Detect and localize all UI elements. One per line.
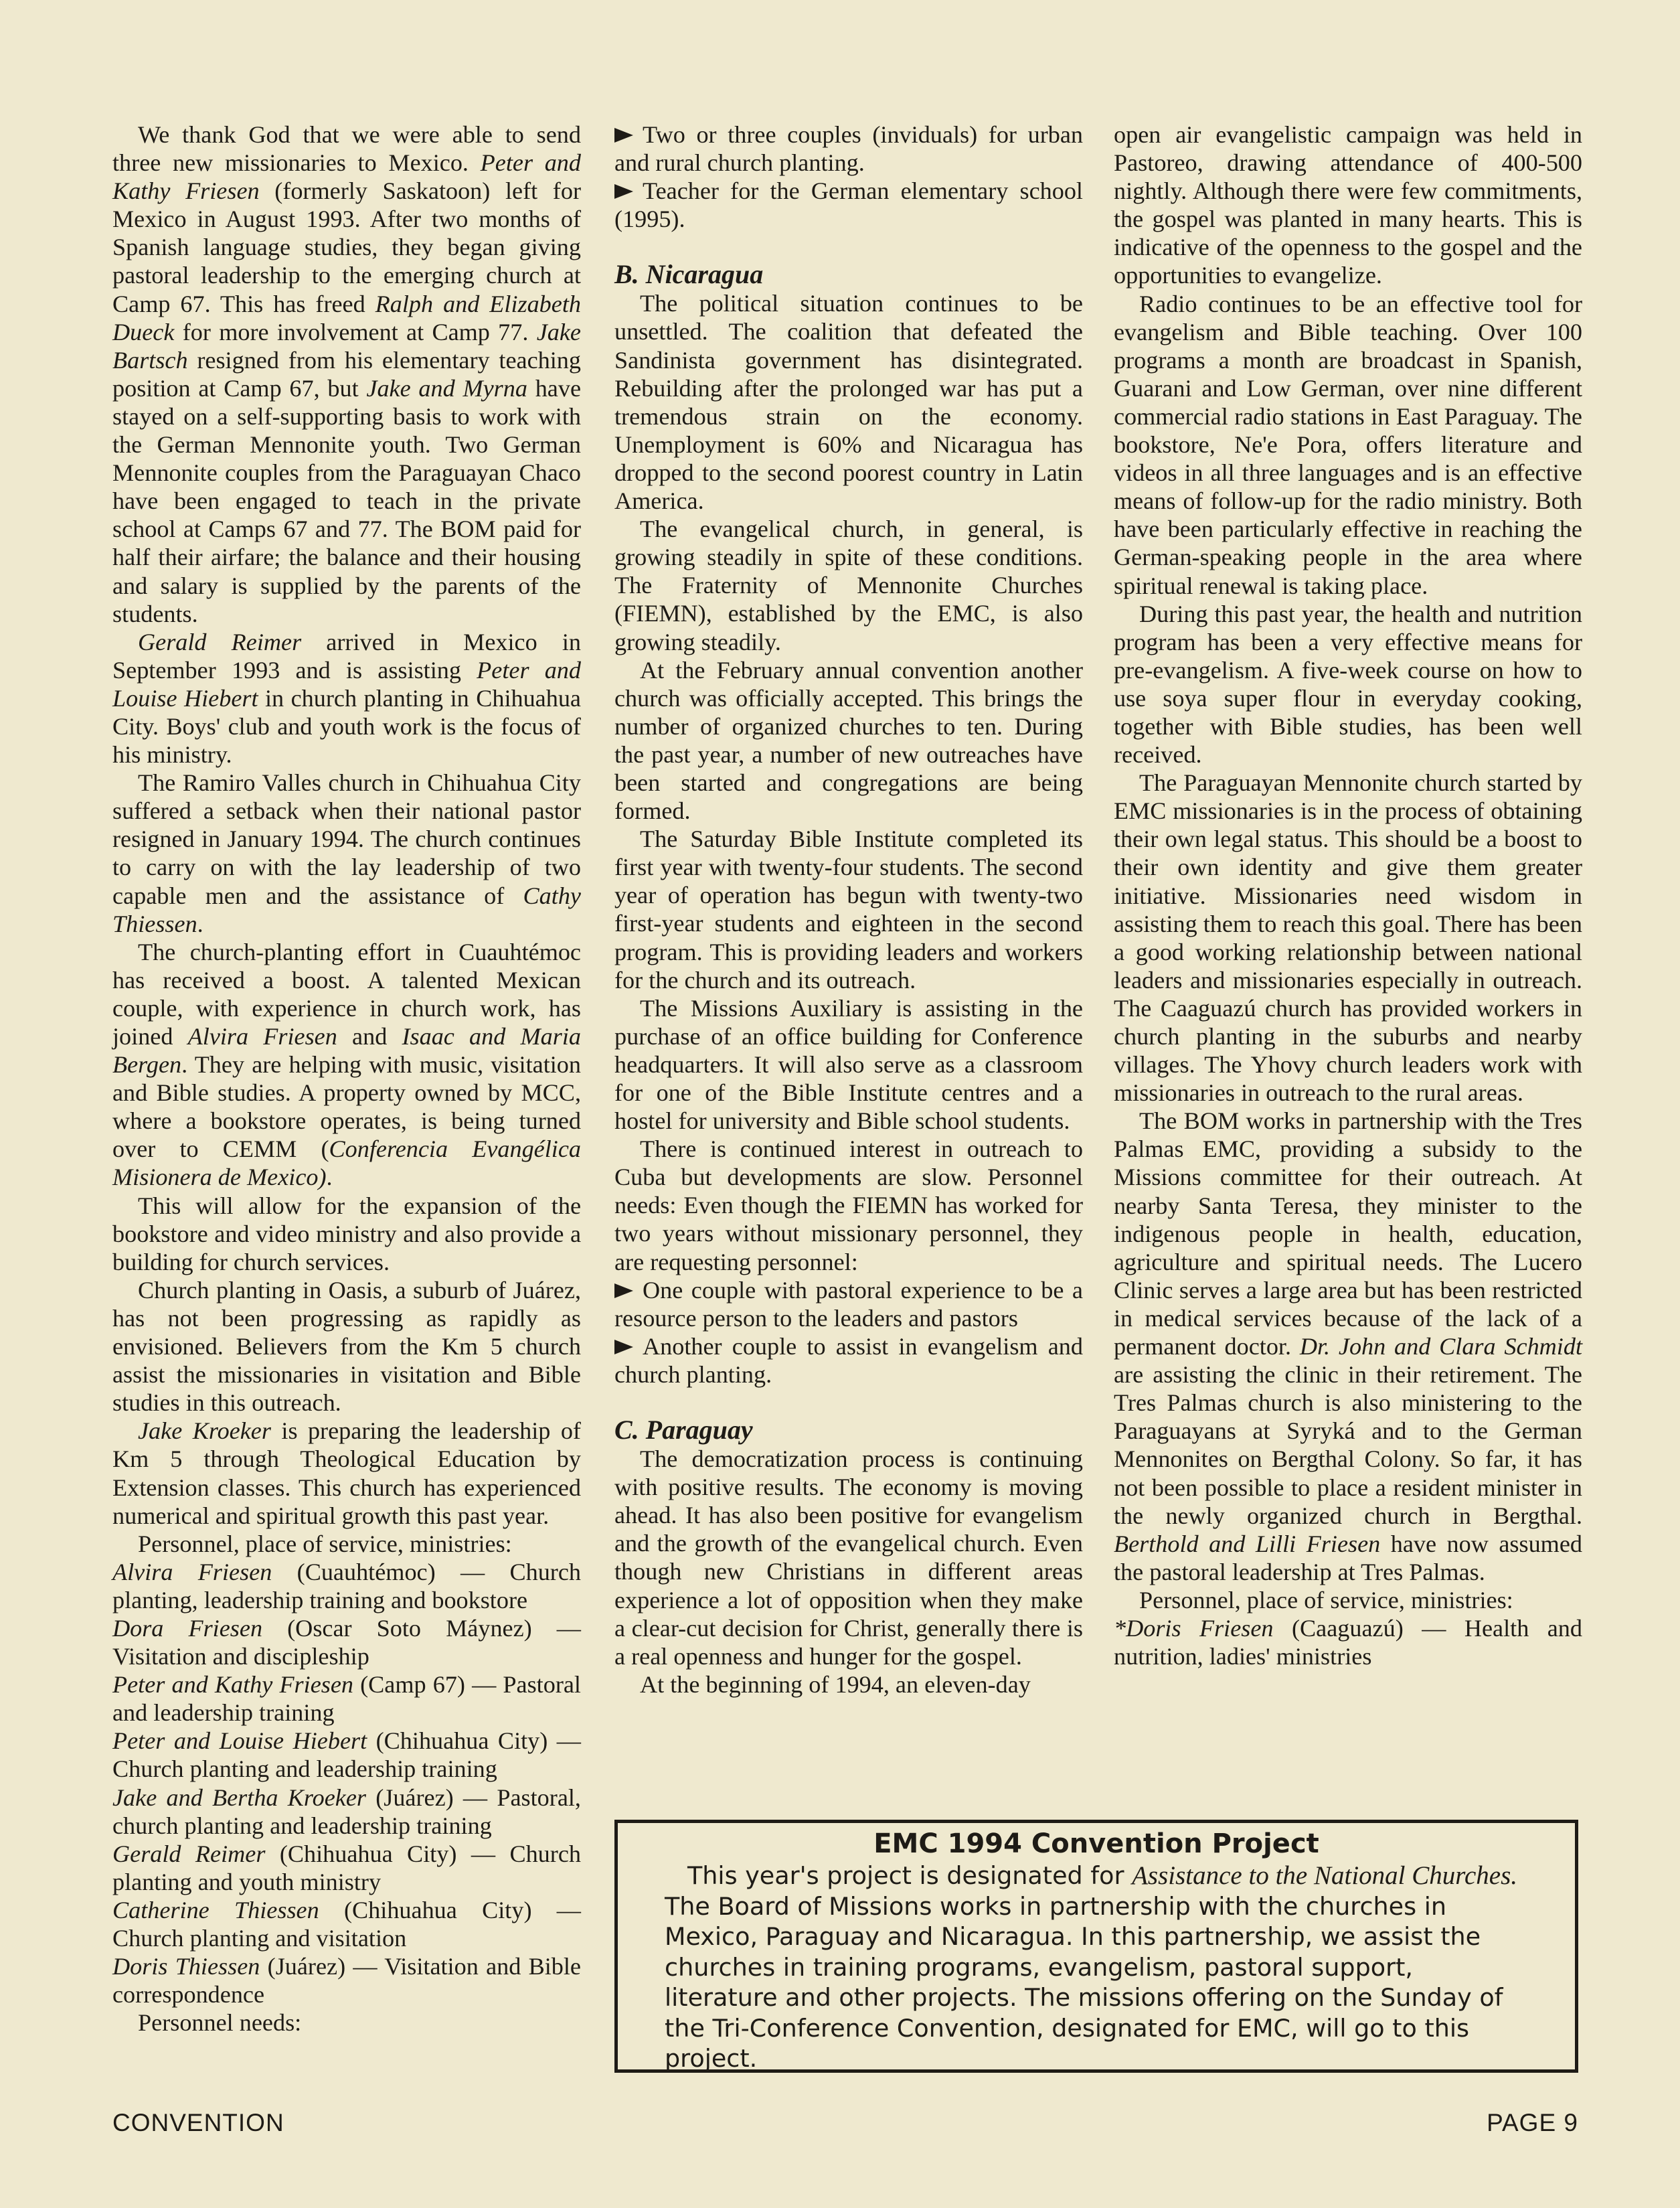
paragraph: The Paraguayan Mennonite church started by EMC missionaries is in the process of obtaining their own legal status. This should be a boost to their own identity and give them greater initiative. Missionaries need wisdom in assisting them to reach this goal. There has been a good working relationship between national leaders and missionaries especially in outreach. The Caaguazú church has provided workers in church planting in the suburbs and nearby villages. The Yhovy church leaders work with missionaries in outreach to the rural areas. [1114, 769, 1582, 1107]
paragraph: The BOM works in partnership with the Tres Palmas EMC, providing a subsidy to the Missions committee for their outreach. At nearby Santa Teresa, they minister to the indigenous people in health, education, agriculture and spiritual needs. The Lucero Clinic serves a large area but has been restricted in medical services because of the lack of a permanent doctor. Dr. John and Clara Schmidt are assisting the clinic in their retirement. The Tres Palmas church is also ministering to the Paraguayans at Syryká and to the German Mennonites on Bergthal Colony. So far, it has not been possible to place a resident minister in the newly organized church in Bergthal. Berthold and Lilli Friesen have now assumed the pastoral leadership at Tres Palmas. [1114, 1107, 1583, 1585]
paragraph: The Missions Auxiliary is assisting in the purchase of an office building for Conference headquarters. It will also serve as a classroom for one of the Bible Institute centres and a hostel for university and Bible school students. [614, 994, 1083, 1135]
personnel-heading: Personnel, place of service, ministries: [1139, 1586, 1513, 1613]
paragraph: Jake Kroeker is preparing the leadership of Km 5 through Theological Education by Extension classes. This church has experienced numerical and spiritual growth this past year. [112, 1417, 581, 1529]
page-number: PAGE 9 [1487, 2109, 1578, 2136]
bullet-item: Another couple to assist in evangelism and church planting. [614, 1332, 1083, 1388]
roster-entry: Catherine Thiessen (Chihuahua City) — Church planting and visitation [112, 1896, 581, 1952]
paragraph: At the beginning of 1994, an eleven-day [640, 1670, 1031, 1698]
bullet-item: Two or three couples (inviduals) for urban and rural church planting. [614, 121, 1083, 177]
convention-project-box [614, 1820, 1578, 2073]
roster-entry: Alvira Friesen (Cuauhtémoc) — Church planting, leadership training and bookstore [112, 1558, 582, 1613]
paragraph: At the February annual convention another church was officially accepted. This brings the number of organized churches to ten. During the past year, a number of new outreaches have been started and congregations are being formed. [614, 656, 1083, 825]
paragraph: The political situation continues to be unsettled. The coalition that defeated the Sandinista government has disintegrated. Rebuilding after the prolonged war has put a tremendous strain on the economy. Unemployment is 60% and Nicaragua has dropped to the second poorest country in Latin America. [614, 290, 1083, 515]
triangle-bullet-icon [614, 1283, 633, 1298]
box-text: This year's project is designated for Assistance to the National Churches. The Board of Missions works in partnership with the churches in Mexico, Paraguay and Nicaragua. In this partnership, we assist the churches in training programs, evangelism, pastoral support, literature and other projects. The missions offering on the Sunday of the Tri-Conference Convention, designated for EMC, will go to this project. [665, 1861, 1518, 2073]
triangle-bullet-icon [614, 128, 633, 143]
column-3 [1114, 121, 1582, 1670]
paragraph: Church planting in Oasis, a suburb of Juárez, has not been progressing as rapidly as envisioned. Believers from the Km 5 church assist the missionaries in visitation and Bible studies in this outreach. [112, 1276, 581, 1417]
roster-entry: Doris Thiessen (Juárez) — Visitation and Bible correspondence [112, 1953, 581, 2008]
paragraph: The Ramiro Valles church in Chihuahua City suffered a setback when their national pastor resigned in January 1994. The church continues to carry on with the lay leadership of two capable men and the assistance of Cathy Thiessen. [112, 769, 581, 937]
paragraph: We thank God that we were able to send three new missionaries to Mexico. Peter and Kathy Friesen (formerly Saskatoon) left for Mexico in August 1993. After two months of Spanish language studies, they began giving pastoral leadership to the emerging church at Camp 67. This has freed Ralph and Elizabeth Dueck for more involvement at Camp 77. Jake Bartsch resigned from his elementary teaching position at Camp 67, but Jake and Myrna have stayed on a self-supporting basis to work with the German Mennonite youth. Two German Mennonite couples from the Paraguayan Chaco have been engaged to teach in the private school at Camps 67 and 77. The BOM paid for half their airfare; the balance and their housing and salary is supplied by the parents of the students. [112, 121, 582, 627]
roster-entry: *Doris Friesen (Caaguazú) — Health and nutrition, ladies' ministries [1114, 1614, 1582, 1670]
roster-entry: Jake and Bertha Kroeker (Juárez) — Pastoral, church planting and leadership training [112, 1784, 581, 1839]
paragraph: The democratization process is continuing with positive results. The economy is moving ahead. It has also been positive for evangelism and the growth of the evangelical church. Even though new Christians in different areas experience a lot of opposition when they make a clear-cut decision for Christ, generally there is a real openness and hunger for the gospel. [614, 1445, 1083, 1670]
bullet-item: Teacher for the German elementary school (1995). [614, 177, 1083, 233]
personnel-heading: Personnel, place of service, ministries: [138, 1530, 512, 1557]
roster-entry: Peter and Kathy Friesen (Camp 67) — Pastoral and leadership training [112, 1671, 581, 1727]
paragraph: The church-planting effort in Cuauhtémoc has received a boost. A talented Mexican couple, with experience in church work, has joined Alvira Friesen and Isaac and Maria Bergen. They are helping with music, visitation and Bible studies. A property owned by MCC, where a bookstore operates, is being turned over to CEMM (Conferencia Evangélica Misionera de Mexico). [112, 938, 582, 1191]
paragraph: open air evangelistic campaign was held in Pastoreo, drawing attendance of 400-500 nightly. Although there were few commitments, the gospel was planted in many hearts. This is indicative of the openness to the gospel and the opportunities to evangelize. [1114, 121, 1582, 289]
column-2 [614, 121, 1083, 1699]
paragraph: The Saturday Bible Institute completed its first year with twenty-four students. The second year of operation has begun with twenty-two first-year students and eighteen in the second program. This is providing leaders and workers for the church and its outreach. [614, 825, 1083, 994]
roster-entry: Dora Friesen (Oscar Soto Máynez) — Visitation and discipleship [112, 1614, 581, 1670]
roster-entry: Gerald Reimer (Chihuahua City) — Church planting and youth ministry [112, 1840, 581, 1895]
personnel-needs-heading: Personnel needs: [138, 2009, 302, 2037]
triangle-bullet-icon [614, 184, 633, 199]
column-1 [112, 121, 581, 2037]
paragraph: Radio continues to be an effective tool for evangelism and Bible teaching. Over 100 programs a month are broadcast in Spanish, Guarani and Low German, over nine different commercial radio stations in East Paraguay. The bookstore, Ne'e Pora, offers literature and videos in all three languages and is an effective means of follow-up for the radio ministry. Both have been particularly effective in reaching the German-speaking people in the area where spiritual renewal is taking place. [1114, 290, 1582, 599]
paragraph: During this past year, the health and nutrition program has been a very effective means for pre-evangelism. A five-week course on how to use soya super flour in everyday cooking, together with Bible studies, has been well received. [1114, 600, 1582, 769]
triangle-bullet-icon [614, 1340, 633, 1354]
box-title: EMC 1994 Convention Project [873, 1828, 1319, 1859]
paragraph: This will allow for the expansion of the bookstore and video ministry and also provide a building for church services. [112, 1192, 581, 1275]
section-heading-paraguay: C. Paraguay [614, 1415, 753, 1445]
footer-publication: CONVENTION [112, 2109, 284, 2136]
roster-entry: Peter and Louise Hiebert (Chihuahua City) — Church planting and leadership training [112, 1727, 581, 1783]
paragraph: Gerald Reimer arrived in Mexico in September 1993 and is assisting Peter and Louise Hiebert in church planting in Chihuahua City. Boys' club and youth work is the focus of his ministry. [112, 628, 581, 769]
paragraph: The evangelical church, in general, is growing steadily in spite of these conditions. The Fraternity of Mennonite Churches (FIEMN), established by the EMC, is also growing steadily. [614, 516, 1083, 655]
paragraph: There is continued interest in outreach to Cuba but developments are slow. Personnel needs: Even though the FIEMN has worked for two years without missionary personnel, they are requesting personnel: [614, 1135, 1083, 1275]
bullet-item: One couple with pastoral experience to be a resource person to the leaders and pastors [614, 1276, 1083, 1332]
section-heading-nicaragua: B. Nicaragua [614, 259, 764, 290]
